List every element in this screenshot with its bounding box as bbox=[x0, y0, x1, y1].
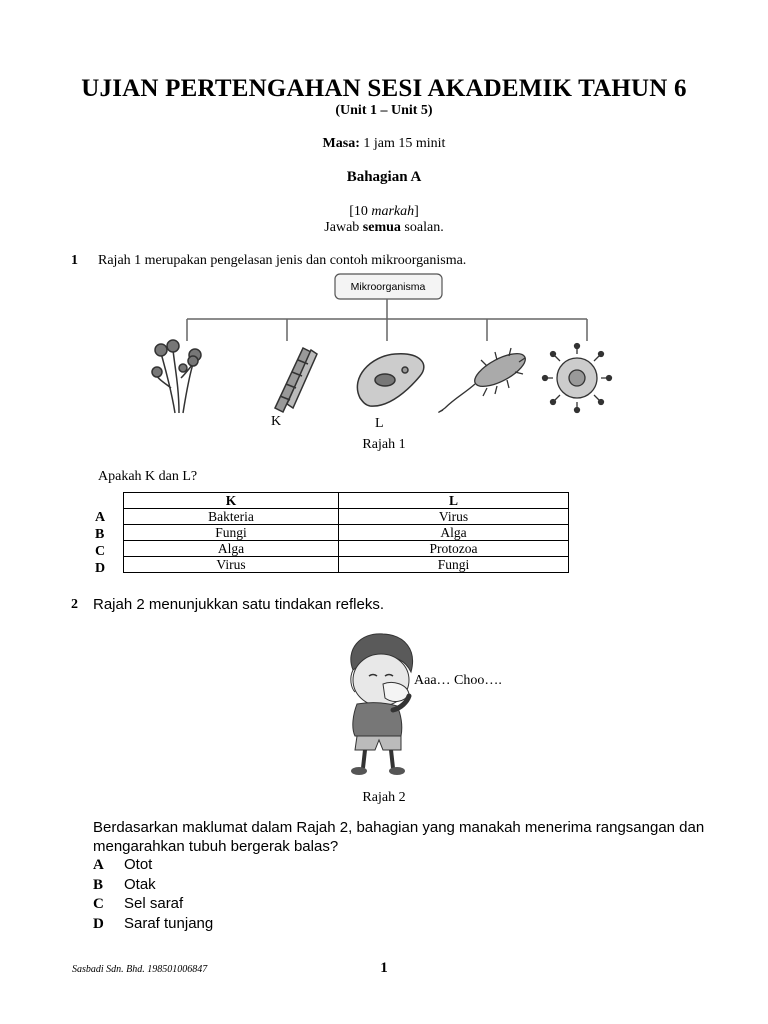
question-1-text: Rajah 1 merupakan pengelasan jenis dan contoh mikroorganisma. bbox=[98, 253, 467, 268]
table-row bbox=[124, 525, 569, 541]
option-text: Sel saraf bbox=[124, 895, 184, 912]
label-l: L bbox=[375, 416, 384, 431]
rajah-2-caption: Rajah 2 bbox=[362, 790, 406, 805]
time-allowed bbox=[0, 136, 768, 152]
table-header-k: K bbox=[124, 493, 339, 509]
publisher-footer: Sasbadi Sdn. Bhd. 198501006847 bbox=[72, 964, 208, 975]
option-letter: C bbox=[93, 896, 104, 912]
protozoa-icon bbox=[357, 354, 423, 406]
question-1-number: 1 bbox=[71, 253, 78, 268]
answer-table bbox=[123, 492, 569, 573]
question-2-prompt-line1: Berdasarkan maklumat dalam Rajah 2, bahagian yang manakah menerima rangsangan dan bbox=[93, 819, 705, 836]
option-text: Otot bbox=[124, 856, 153, 873]
question-1-prompt: Apakah K dan L? bbox=[98, 469, 198, 484]
rajah-1-caption: Rajah 1 bbox=[362, 437, 406, 452]
bacteria-icon bbox=[439, 347, 530, 412]
answer-option[interactable] bbox=[93, 915, 214, 933]
page-number: 1 bbox=[380, 960, 388, 976]
instr-post: soalan. bbox=[400, 220, 444, 235]
fungi-icon bbox=[152, 340, 201, 413]
section-heading: Bahagian A bbox=[346, 169, 422, 185]
table-row-letter: D bbox=[95, 561, 106, 576]
question-2-prompt-line2: mengarahkan tubuh bergerak balas? bbox=[93, 838, 339, 855]
table-cell: Fungi bbox=[339, 557, 569, 573]
table-cell: Bakteria bbox=[124, 509, 339, 525]
option-letter: A bbox=[93, 857, 104, 873]
page-title: UJIAN PERTENGAHAN SESI AKADEMIK TAHUN 6 bbox=[81, 75, 687, 102]
table-cell: Alga bbox=[339, 525, 569, 541]
label-k: K bbox=[271, 414, 282, 429]
time-value: 1 jam 15 minit bbox=[363, 136, 446, 151]
units-subtitle: (Unit 1 – Unit 5) bbox=[335, 103, 433, 118]
option-text: Saraf tunjang bbox=[124, 915, 214, 932]
table-cell: Fungi bbox=[124, 525, 339, 541]
instr-bold: semua bbox=[362, 220, 401, 235]
answer-option[interactable] bbox=[93, 856, 153, 874]
table-cell: Virus bbox=[124, 557, 339, 573]
marks-note bbox=[0, 204, 768, 220]
option-text: Otak bbox=[124, 876, 156, 893]
table-cell: Protozoa bbox=[339, 541, 569, 557]
virus-icon bbox=[543, 344, 612, 413]
table-cell: Alga bbox=[124, 541, 339, 557]
option-letter: B bbox=[93, 877, 104, 893]
time-label: Masa: bbox=[322, 136, 360, 151]
answer-option[interactable] bbox=[93, 876, 156, 894]
rajah-1-diagram bbox=[135, 268, 635, 418]
question-2-number: 2 bbox=[71, 597, 78, 612]
table-row-letter: C bbox=[95, 544, 106, 559]
alga-icon bbox=[275, 348, 317, 412]
table-cell: Virus bbox=[339, 509, 569, 525]
table-row bbox=[124, 557, 569, 573]
sneezing-boy-illustration bbox=[335, 630, 435, 778]
instructions bbox=[0, 220, 768, 236]
instr-pre: Jawab bbox=[324, 220, 363, 235]
speech-text: Aaa… Choo…. bbox=[414, 673, 502, 688]
table-header-l: L bbox=[339, 493, 569, 509]
option-letter: D bbox=[93, 916, 104, 932]
answer-option[interactable] bbox=[93, 895, 184, 913]
marks-close: ] bbox=[414, 204, 419, 219]
table-header-row bbox=[124, 493, 569, 509]
marks-word: markah bbox=[371, 204, 415, 219]
table-row-letter: A bbox=[95, 510, 106, 525]
mikroorganisma-label: Mikroorganisma bbox=[350, 281, 426, 293]
question-2-text: Rajah 2 menunjukkan satu tindakan refleks. bbox=[93, 596, 385, 613]
marks-open: [10 bbox=[349, 204, 372, 219]
table-row bbox=[124, 509, 569, 525]
table-row bbox=[124, 541, 569, 557]
table-row-letter: B bbox=[95, 527, 105, 542]
